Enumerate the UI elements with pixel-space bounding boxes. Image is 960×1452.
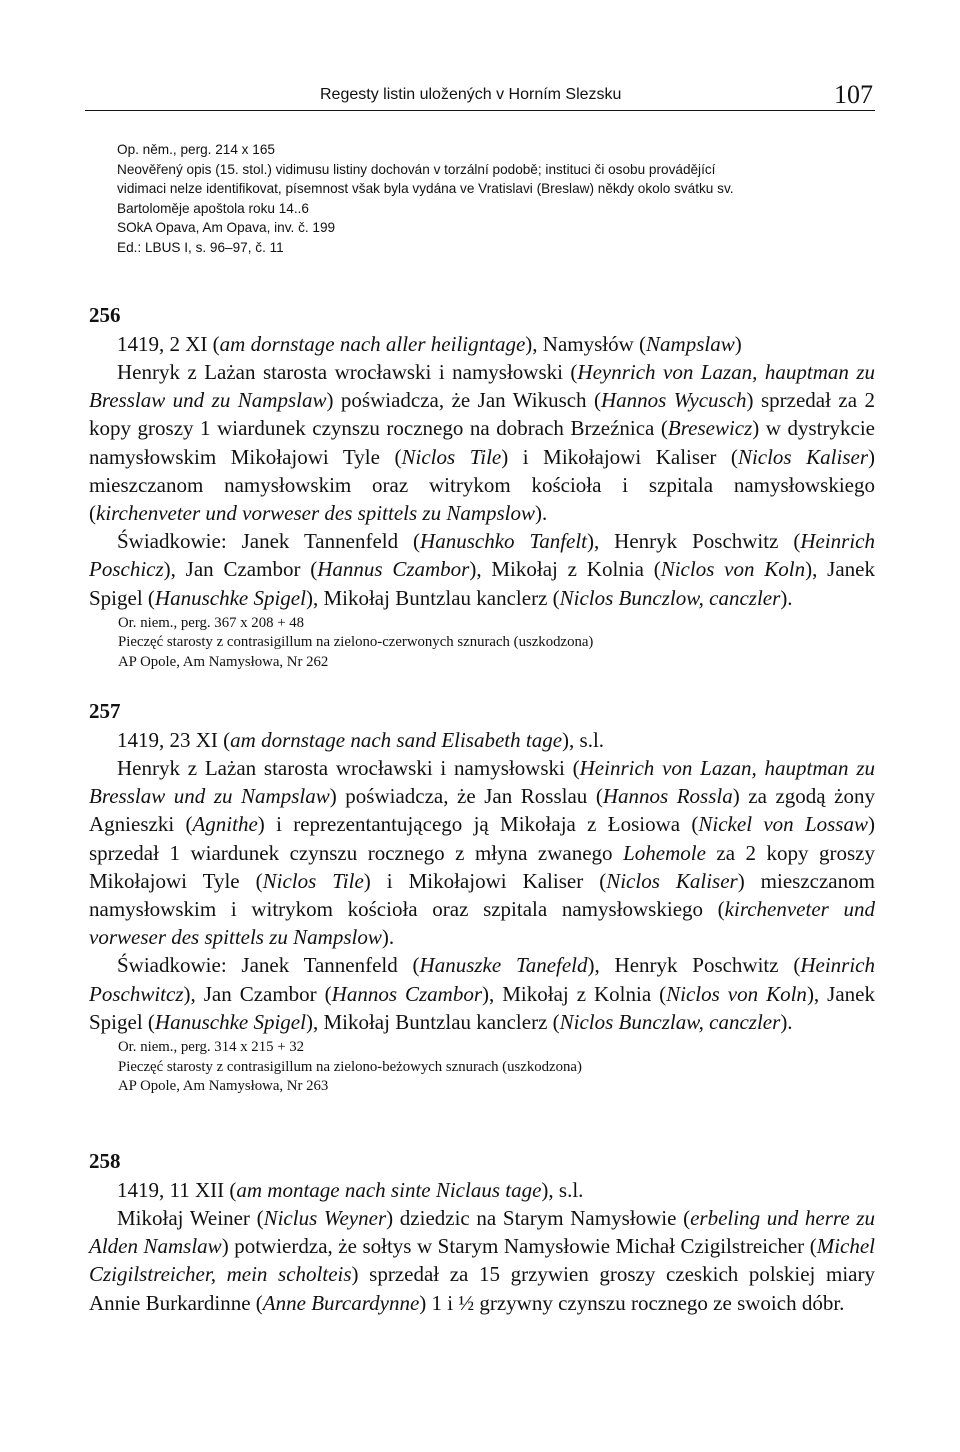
page-number: 107 — [834, 80, 873, 109]
note-line: AP Opole, Am Namysłowa, Nr 263 — [118, 1078, 329, 1095]
entry-257 — [89, 698, 875, 1097]
entry-summary: Henryk z Lażan starosta wrocławski i namysłowski (Heynrich von Lazan, hauptman zu Bresslaw und zu Nampslaw) poświadcza, że Jan Wikusch (Hannos Wycusch) sprzedał za 2 kopy groszy 1 wiardunek czynszu rocznego na dobrach Brzeźnica (Bresewicz) w dystrykcie namysłowskim Mikołajowi Tyle (Niclos Tile) i Mikołajowi Kaliser (Niclos Kaliser) mieszczanom namysłowskim oraz witrykom kościoła i szpitala namysłowskiego (kirchenveter und vorweser des spittels zu Nampslow). — [89, 360, 876, 526]
note-line: Pieczęć starosty z contrasigillum na zielono-beżowych sznurach (uszkodzona) — [118, 1058, 582, 1075]
header-rule — [85, 110, 875, 111]
note-line: AP Opole, Am Namysłowa, Nr 262 — [118, 653, 329, 670]
note-line: Or. niem., perg. 367 x 208 + 48 — [118, 614, 305, 631]
entry-256 — [89, 302, 875, 672]
note-line: Pieczęć starosty z contrasigillum na zielono-czerwonych sznurach (uszkodzona) — [118, 634, 594, 651]
note-line: Op. něm., perg. 214 x 165 — [117, 142, 275, 157]
entry-witnesses: Świadkowie: Janek Tannenfeld (Hanuschko Tanfelt), Henryk Poschwitz (Heinrich Poschicz), Jan Czambor (Hannus Czambor), Mikołaj z Kolnia (Niclos von Koln), Janek Spigel (Hanuschke Spigel), Mikołaj Buntzlau kanclerz (Niclos Bunczlow, canczler). — [89, 529, 876, 610]
note-line: SOkA Opava, Am Opava, inv. č. 199 — [117, 220, 336, 236]
previous-entry-notes — [117, 140, 877, 258]
entry-notes — [89, 614, 875, 673]
entry-number: 257 — [89, 699, 121, 723]
entry-notes — [89, 1038, 875, 1097]
entry-summary: Henryk z Lażan starosta wrocławski i namysłowski (Heinrich von Lazan, hauptman zu Bresslaw und zu Nampslaw) poświadcza, że Jan Rosslau (Hannos Rossla) za zgodą żony Agnieszki (Agnithe) i reprezentantującego ją Mikołaja z Łosiowa (Nickel von Lossaw) sprzedał 1 wiardunek czynszu rocznego z młyna zwanego Lohemole za 2 kopy groszy Mikołajowi Tyle (Niclos Tile) i Mikołajowi Kaliser (Niclos Kaliser) mieszczanom namysłowskim i witrykom kościoła oraz szpitala namysłowskiego (kirchenveter und vorweser des spittels zu Nampslow). — [89, 756, 875, 950]
note-line: Or. niem., perg. 314 x 215 + 32 — [118, 1039, 305, 1056]
note-line: Neověřený opis (15. stol.) vidimusu listiny dochován v torzální podobě; instituci či osobu provádějící — [117, 161, 716, 177]
entry-date: 1419, 11 XII (am montage nach sinte Niclaus tage), s.l. — [117, 1178, 584, 1202]
entry-date: 1419, 23 XI (am dornstage nach sand Elisabeth tage), s.l. — [117, 728, 605, 752]
entry-number: 258 — [89, 1149, 121, 1173]
page-header — [85, 80, 875, 114]
running-title: Regesty listin uložených v Horním Slezsku — [320, 86, 622, 103]
note-line: Bartoloměje apoštola roku 14..6 — [117, 200, 309, 216]
entry-summary: Mikołaj Weiner (Niclus Weyner) dziedzic na Starym Namysłowie (erbeling und herre zu Alden Namslaw) potwierdza, że sołtys w Starym Namysłowie Michał Czigilstreicher (Michel Czigilstreicher, mein scholteis) sprzedał za 15 grzywien groszy czeskich polskiej miary Annie Burkardinne (Anne Burcardynne) 1 i ½ grzywny czynszu rocznego ze swoich dóbr. — [89, 1206, 876, 1315]
entry-witnesses: Świadkowie: Janek Tannenfeld (Hanuszke Tanefeld), Henryk Poschwitz (Heinrich Poschwitcz), Jan Czambor (Hannos Czambor), Mikołaj z Kolnia (Niclos von Koln), Janek Spigel (Hanuschke Spigel), Mikołaj Buntzlau kanclerz (Niclos Bunczlaw, canczler). — [89, 953, 876, 1034]
entry-date: 1419, 2 XI (am dornstage nach aller heiligntage), Namysłów (Nampslaw) — [117, 332, 742, 356]
note-line: vidimaci nelze identifikovat, písemnost však byla vydána ve Vratislavi (Breslaw) někdy okolo svátku sv. — [117, 181, 734, 197]
entry-number: 256 — [89, 303, 121, 327]
note-line: Ed.: LBUS I, s. 96–97, č. 11 — [117, 239, 284, 255]
entry-258 — [89, 1148, 875, 1317]
